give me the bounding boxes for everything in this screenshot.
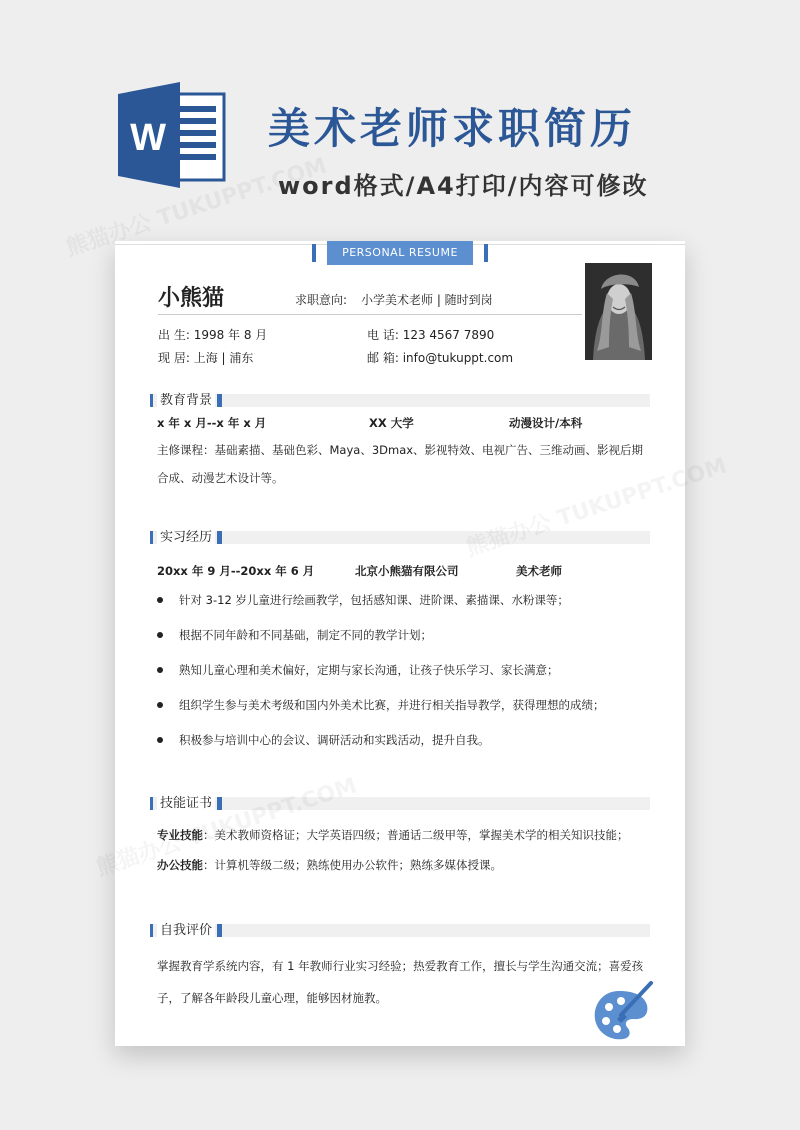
email-value: info@tukuppt.com: [402, 351, 514, 365]
section-bar-right: [217, 531, 222, 544]
name-divider: [158, 314, 582, 315]
section-bar-right: [217, 394, 222, 407]
section-bar-left: [150, 531, 153, 544]
phone-row: [367, 326, 494, 343]
bullet-dot: [157, 632, 163, 638]
duty-text: 积极参与培训中心的会议、调研活动和实践活动，提升自我。: [179, 733, 490, 747]
profile-photo: [585, 263, 652, 360]
phone-label: 电 话:: [367, 328, 399, 342]
section-internship-header: [150, 531, 650, 544]
candidate-name: 小熊猫: [158, 286, 225, 311]
list-item: [157, 696, 605, 731]
duty-text: 组织学生参与美术考级和国内外美术比赛，并进行相关指导教学，获得理想的成绩；: [179, 698, 605, 712]
internship-role: 美术老师: [516, 564, 562, 578]
duty-text: 熟知儿童心理和美术偏好，定期与家长沟通，让孩子快乐学习、家长满意；: [179, 663, 559, 677]
email-label: 邮 箱:: [367, 351, 399, 365]
section-bar-left: [150, 797, 153, 810]
skill-office-text: ：计算机等级二级；熟练使用办公软件；熟练多媒体授课。: [203, 858, 502, 872]
self-eval-text: 掌握教育学系统内容，有 1 年教师行业实习经验；热爱教育工作，擅长与学生沟通交流；喜爱孩子，了解各年龄段儿童心理，能够因材施教。: [157, 959, 644, 1005]
palette-brush-icon: [591, 979, 657, 1045]
banner-subtitle: word格式/A4打印/内容可修改: [278, 172, 649, 200]
resume-paper: [115, 241, 685, 1046]
skill-office: [157, 857, 502, 873]
job-intent-value: 小学美术老师 | 随时到岗: [361, 293, 493, 307]
section-bar-left: [150, 924, 153, 937]
word-doc-icon: [118, 80, 228, 190]
skill-professional-label: 专业技能: [157, 828, 203, 842]
section-education-header: [150, 394, 650, 407]
personal-resume-ribbon: PERSONAL RESUME: [327, 241, 473, 265]
list-item: [157, 626, 605, 661]
section-self-eval-header: [150, 924, 650, 937]
internship-duties: [157, 591, 605, 766]
section-skills-header: [150, 797, 650, 810]
phone-value: 123 4567 7890: [402, 328, 495, 342]
birth-label: 出 生:: [158, 328, 190, 342]
section-skills-title: 技能证书: [157, 795, 215, 812]
skill-professional: [157, 827, 629, 843]
section-internship-title: 实习经历: [157, 529, 215, 546]
list-item: [157, 731, 605, 766]
section-self-eval-title: 自我评价: [157, 922, 215, 939]
section-education-title: 教育背景: [157, 392, 215, 409]
job-intent-label: 求职意向:: [295, 293, 348, 307]
education-period: x 年 x 月--x 年 x 月: [157, 416, 267, 430]
list-item: [157, 661, 605, 696]
section-bar-left: [150, 394, 153, 407]
email-row: [367, 349, 513, 366]
birth-value: 1998 年 8 月: [193, 328, 268, 342]
list-item: [157, 591, 605, 626]
education-courses: 主修课程：基础素描、基础色彩、Maya、3Dmax、影视特效、电视广告、三维动画、影视后期合成、动漫艺术设计等。: [157, 443, 644, 485]
internship-company: 北京小熊猫有限公司: [355, 564, 459, 578]
skill-professional-text: ：美术教师资格证；大学英语四级；普通话二级甲等，掌握美术学的相关知识技能；: [203, 828, 629, 842]
section-bar-right: [217, 924, 222, 937]
bullet-dot: [157, 737, 163, 743]
bullet-dot: [157, 667, 163, 673]
word-letter: W: [130, 117, 166, 159]
education-school: XX 大学: [369, 416, 414, 430]
bullet-dot: [157, 597, 163, 603]
residence-label: 现 居:: [158, 351, 190, 365]
birth-row: [158, 326, 267, 343]
education-major: 动漫设计/本科: [509, 416, 583, 430]
duty-text: 针对 3-12 岁儿童进行绘画教学，包括感知课、进阶课、素描课、水粉课等；: [179, 593, 569, 607]
bullet-dot: [157, 702, 163, 708]
residence-row: [158, 349, 253, 366]
ribbon-tick-left: [312, 244, 316, 262]
banner-title: 美术老师求职简历: [268, 104, 637, 153]
residence-value: 上海 | 浦东: [193, 351, 254, 365]
section-bar-right: [217, 797, 222, 810]
duty-text: 根据不同年龄和不同基础，制定不同的教学计划；: [179, 628, 432, 642]
internship-period: 20xx 年 9 月--20xx 年 6 月: [157, 564, 315, 578]
ribbon-tick-right: [484, 244, 488, 262]
skill-office-label: 办公技能: [157, 858, 203, 872]
